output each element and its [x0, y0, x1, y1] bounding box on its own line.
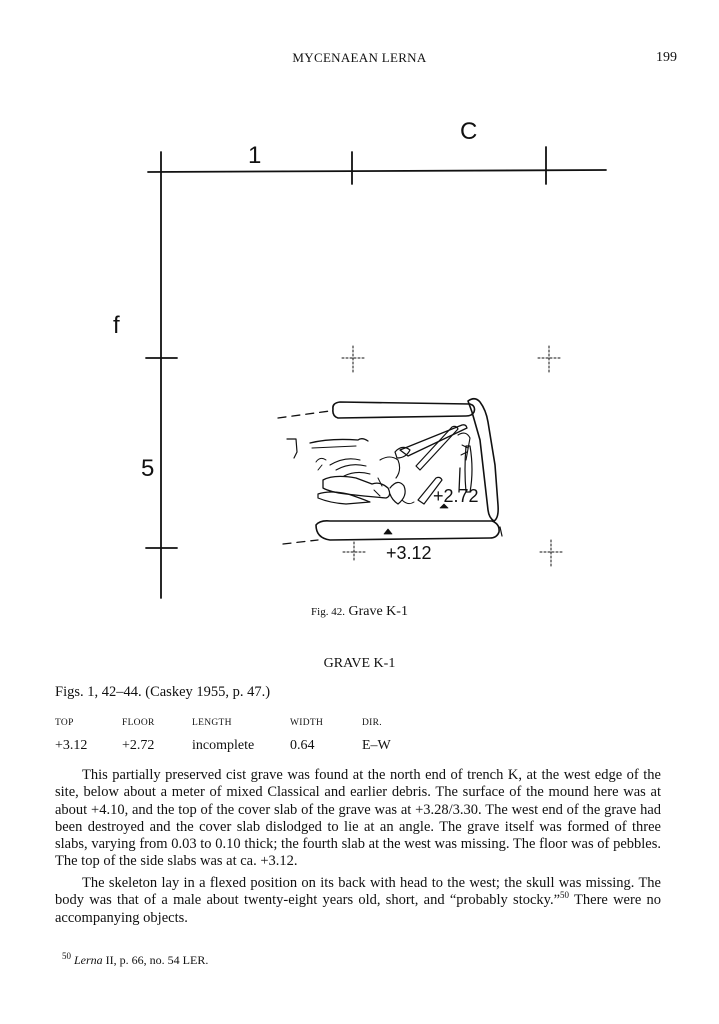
body-paragraph: [55, 875, 661, 927]
section-heading: GRAVE K-1: [323, 656, 396, 671]
figure-caption: [0, 604, 719, 620]
body-paragraph: This partially preserved cist grave was found at the north end of trench K, at the west edge of the site, below about a meter of mixed Classical and earlier debris. The surface of the mound here was at about +4.10, and the top of the cover slab of the grave was at +3.28/3.30. The west end of the grave had been destroyed and the cover slab dislodged to lie at an angle. The grave itself was formed of three slabs, varying from 0.03 to 0.10 thick; the fourth slab at the west was missing. The floor was of pebbles. The top of the side slabs was at ca. +3.12.: [55, 767, 661, 870]
table-header: WIDTH: [290, 718, 324, 728]
dimensions-table-header-row: [55, 718, 422, 738]
body-paragraph-text: The skeleton lay in a flexed position on its back with head to the west; the skull was missing. The body was that of a male about twenty-eight years old, short, and “probably stocky.”: [55, 875, 661, 909]
figure-caption-prefix: Fig. 42.: [311, 606, 345, 618]
elevation-floor-label: +2.72: [433, 486, 479, 506]
table-cell: 0.64: [290, 738, 315, 753]
grid-lines: [146, 147, 606, 598]
grid-label-top-letter: C: [460, 118, 478, 145]
footnote-text: II, p. 66, no. 54 LER.: [102, 953, 209, 967]
grid-point-markers: [342, 346, 564, 566]
table-header: LENGTH: [192, 718, 232, 728]
footnote-number: 50: [62, 951, 71, 961]
references-line: Figs. 1, 42–44. (Caskey 1955, p. 47.): [55, 684, 271, 700]
grid-label-left-number: 5: [141, 455, 155, 482]
elevation-top-label: +3.12: [386, 543, 432, 563]
page-number: 199: [656, 50, 677, 65]
grid-label-left-letter: f: [113, 312, 120, 339]
table-cell: +3.12: [55, 738, 88, 753]
footnote-title: Lerna: [74, 953, 103, 967]
body-paragraph-text-end: There were no accompanying objects.: [55, 892, 662, 926]
table-cell: E–W: [362, 738, 391, 753]
footnote: [62, 953, 208, 968]
dimensions-table: [55, 718, 422, 754]
table-row: [55, 738, 422, 754]
grid-label-top-number: 1: [248, 142, 262, 169]
table-cell: +2.72: [122, 738, 155, 753]
table-header: DIR.: [362, 718, 382, 728]
figure-caption-text: Grave K-1: [348, 604, 408, 619]
running-head: MYCENAEAN LERNA: [292, 50, 427, 65]
table-cell: incomplete: [192, 738, 255, 753]
footnote-reference: 50: [560, 890, 570, 901]
grave-drawing: [278, 399, 502, 544]
table-header: TOP: [55, 718, 74, 728]
table-header: FLOOR: [122, 718, 155, 728]
